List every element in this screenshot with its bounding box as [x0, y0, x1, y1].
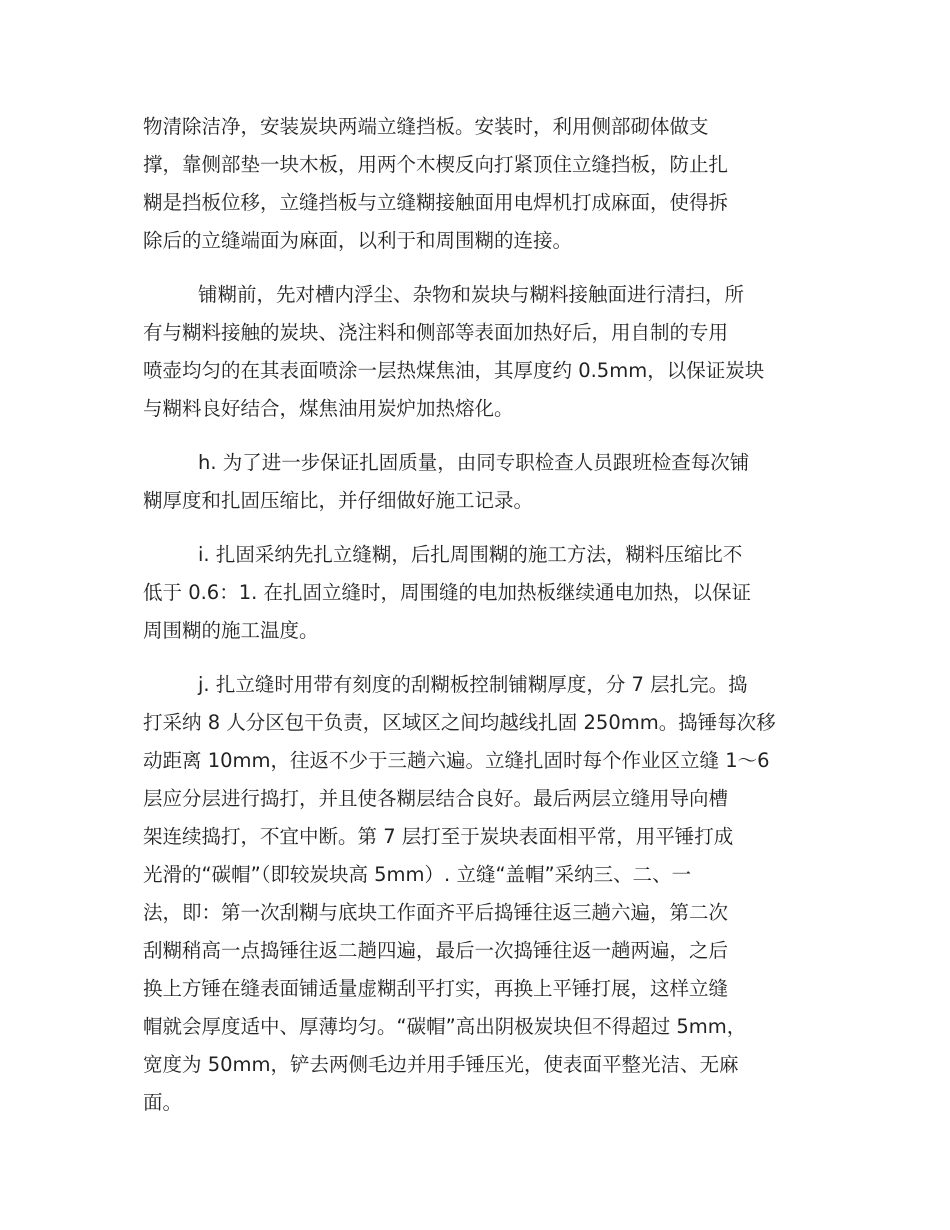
paragraph-5-line-11: 宽度为 50mm，铲去两侧毛边并用手锤压光，使表面平整光洁、无麻 [143, 1053, 739, 1076]
paragraph-2-line-3: 喷壶均匀的在其表面喷涂一层热煤焦油，其厚度约 0.5mm，以保证炭块 [143, 359, 765, 382]
paragraph-5-line-8: 刮糊稍高一点捣锤往返二趟四遍，最后一次捣锤往返一趟两遍，之后 [143, 939, 729, 962]
paragraph-4-line-3: 周围糊的施工温度。 [143, 619, 319, 642]
paragraph-1-line-4: 除后的立缝端面为麻面，以利于和周围糊的连接。 [143, 229, 573, 252]
paragraph-5-line-1: j. 扎立缝时用带有刻度的刮糊板控制铺糊厚度，分 7 层扎完。捣 [198, 673, 748, 696]
paragraph-4-line-2: 低于 0.6：1. 在扎固立缝时，周围缝的电加热板继续通电加热，以保证 [143, 581, 752, 604]
paragraph-5-line-3: 动距离 10mm，往返不少于三趟六遍。立缝扎固时每个作业区立缝 1～6 [143, 749, 770, 772]
paragraph-4-line-1: i. 扎固采纳先扎立缝糊，后扎周围糊的施工方法，糊料压缩比不 [198, 543, 743, 566]
paragraph-3-line-2: 糊厚度和扎固压缩比，并仔细做好施工记录。 [143, 489, 534, 512]
paragraph-5-line-7: 法，即：第一次刮糊与底块工作面齐平后捣锤往返三趟六遍，第二次 [143, 901, 729, 924]
paragraph-5-line-12: 面。 [143, 1091, 183, 1114]
paragraph-5-line-5: 架连续捣打，不宜中断。第 7 层打至于炭块表面相平常，用平锤打成 [143, 825, 734, 848]
paragraph-5-line-4: 层应分层进行捣打，并且使各糊层结合良好。最后两层立缝用导向槽 [143, 787, 729, 810]
paragraph-2-line-2: 有与糊料接触的炭块、浇注料和侧部等表面加热好后，用自制的专用 [143, 321, 729, 344]
paragraph-2-line-1: 铺糊前，先对槽内浮尘、杂物和炭块与糊料接触面进行清扫，所 [198, 283, 745, 306]
paragraph-1-line-2: 撑，靠侧部垫一块木板，用两个木楔反向打紧顶住立缝挡板，防止扎 [143, 153, 729, 176]
paragraph-5-line-9: 换上方锤在缝表面铺适量虚糊刮平打实，再换上平锤打展，这样立缝 [143, 977, 729, 1000]
paragraph-5-line-10: 帽就会厚度适中、厚薄均匀。“碳帽”高出阴极炭块但不得超过 5mm， [143, 1015, 747, 1038]
paragraph-1-line-3: 糊是挡板位移，立缝挡板与立缝糊接触面用电焊机打成麻面，使得拆 [143, 191, 729, 214]
paragraph-5-line-2: 打采纳 8 人分区包干负责，区域区之间均越线扎固 250mm。捣锤每次移 [143, 711, 776, 734]
paragraph-3-line-1: h. 为了进一步保证扎固质量，由同专职检查人员跟班检查每次铺 [198, 451, 750, 474]
paragraph-5-line-6: 光滑的“碳帽”（即较炭块高 5mm）. 立缝“盖帽”采纳三、二、一 [143, 863, 692, 886]
paragraph-1-line-1: 物清除洁净，安装炭块两端立缝挡板。安装时，利用侧部砌体做支 [143, 115, 709, 138]
paragraph-2-line-4: 与糊料良好结合，煤焦油用炭炉加热熔化。 [143, 397, 514, 420]
